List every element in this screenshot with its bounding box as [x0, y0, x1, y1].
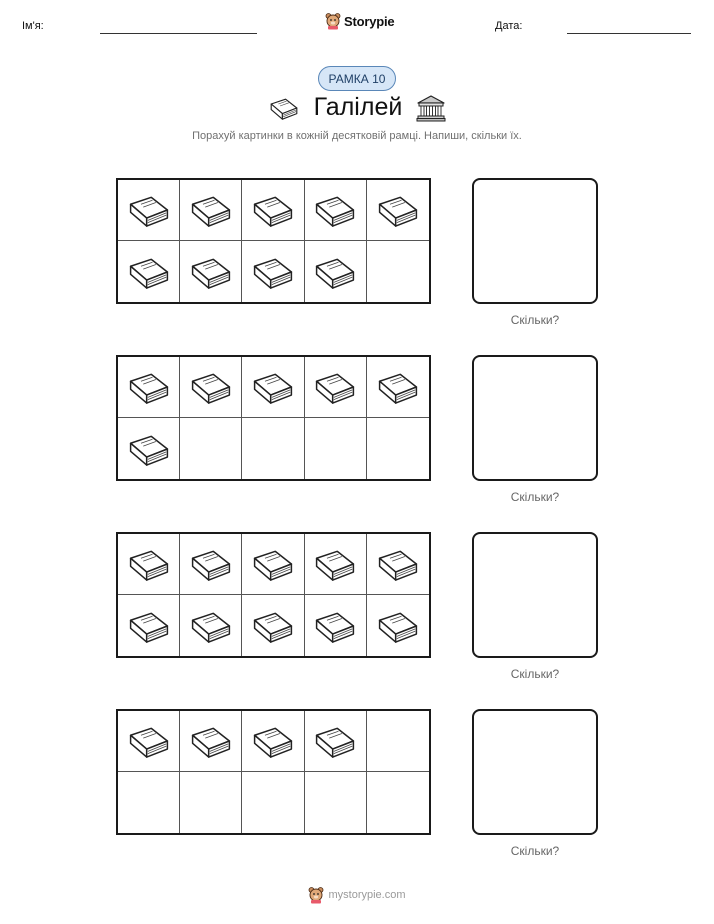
ten-frame-cell [367, 418, 429, 479]
book-icon [375, 367, 421, 407]
book-icon [375, 190, 421, 230]
ten-frame-cell [242, 711, 304, 772]
ten-frame-cell [180, 180, 242, 241]
title-row [0, 93, 714, 122]
ten-frame-cell [242, 241, 304, 302]
ten-frame [116, 178, 431, 304]
answer-box[interactable] [472, 709, 598, 835]
book-icon [188, 544, 234, 584]
ten-frame-cell [367, 534, 429, 595]
ten-frame-cell [242, 772, 304, 833]
book-icon [375, 606, 421, 646]
ten-frame-cell [118, 711, 180, 772]
book-icon [312, 367, 358, 407]
ten-frame-cell [305, 534, 367, 595]
ten-frame-cell [242, 418, 304, 479]
date-label: Дата: [495, 20, 523, 32]
book-icon [126, 252, 172, 292]
ten-frame-cell [180, 772, 242, 833]
ten-frame-cell [305, 772, 367, 833]
book-icon [126, 544, 172, 584]
ten-frame-cell [118, 241, 180, 302]
ten-frame-cell [367, 772, 429, 833]
book-icon [375, 544, 421, 584]
name-label: Ім'я: [22, 20, 44, 32]
book-icon [126, 721, 172, 761]
ten-frame-cell [118, 595, 180, 656]
frame-badge: РАМКА 10 [318, 66, 396, 91]
book-icon [188, 252, 234, 292]
bear-icon [325, 12, 341, 30]
name-field-line[interactable] [100, 33, 257, 34]
book-icon [188, 606, 234, 646]
ten-frame-cell [305, 357, 367, 418]
answer-box[interactable] [472, 355, 598, 481]
book-icon [268, 94, 300, 122]
date-field-line[interactable] [567, 33, 691, 34]
book-icon [250, 606, 296, 646]
ten-frame-cell [180, 241, 242, 302]
book-icon [250, 367, 296, 407]
book-icon [312, 190, 358, 230]
ten-frame-cell [180, 534, 242, 595]
ten-frame-cell [305, 180, 367, 241]
book-icon [188, 721, 234, 761]
ten-frame-cell [367, 180, 429, 241]
ten-frame-cell [305, 595, 367, 656]
logo-text: Storypie [344, 13, 395, 29]
ten-frame-cell [118, 180, 180, 241]
book-icon [126, 429, 172, 469]
museum-icon [416, 94, 446, 122]
book-icon [126, 367, 172, 407]
ten-frame-cell [367, 595, 429, 656]
ten-frame-cell [118, 357, 180, 418]
ten-frame-cell [118, 418, 180, 479]
ten-frame-cell [180, 418, 242, 479]
ten-frame-cell [118, 534, 180, 595]
how-many-label: Скільки? [510, 667, 560, 681]
ten-frame-cell [367, 357, 429, 418]
footer [0, 886, 714, 904]
answer-box[interactable] [472, 532, 598, 658]
ten-frame-cell [367, 711, 429, 772]
footer-url[interactable]: mystorypie.com [328, 889, 406, 901]
instructions: Порахуй картинки в кожній десятковій рамці. Напиши, скільки їх. [192, 130, 522, 142]
book-icon [126, 190, 172, 230]
book-icon [126, 606, 172, 646]
book-icon [250, 190, 296, 230]
ten-frame-cell [180, 595, 242, 656]
ten-frame-cell [305, 418, 367, 479]
book-icon [250, 252, 296, 292]
book-icon [250, 544, 296, 584]
ten-frame [116, 709, 431, 835]
ten-frame-cell [118, 772, 180, 833]
ten-frame [116, 355, 431, 481]
book-icon [312, 544, 358, 584]
ten-frame-cell [180, 711, 242, 772]
ten-frame-cell [180, 357, 242, 418]
answer-box[interactable] [472, 178, 598, 304]
ten-frame-cell [242, 180, 304, 241]
book-icon [188, 367, 234, 407]
storypie-logo [325, 12, 394, 30]
ten-frame-cell [242, 357, 304, 418]
ten-frame-cell [305, 241, 367, 302]
how-many-label: Скільки? [510, 490, 560, 504]
book-icon [312, 606, 358, 646]
book-icon [312, 721, 358, 761]
bear-icon [308, 886, 324, 904]
book-icon [188, 190, 234, 230]
page-title: Галілей [313, 93, 403, 121]
how-many-label: Скільки? [510, 313, 560, 327]
book-icon [250, 721, 296, 761]
ten-frame-cell [242, 534, 304, 595]
ten-frame-cell [367, 241, 429, 302]
ten-frame-cell [242, 595, 304, 656]
book-icon [312, 252, 358, 292]
ten-frame [116, 532, 431, 658]
ten-frame-cell [305, 711, 367, 772]
how-many-label: Скільки? [510, 844, 560, 858]
